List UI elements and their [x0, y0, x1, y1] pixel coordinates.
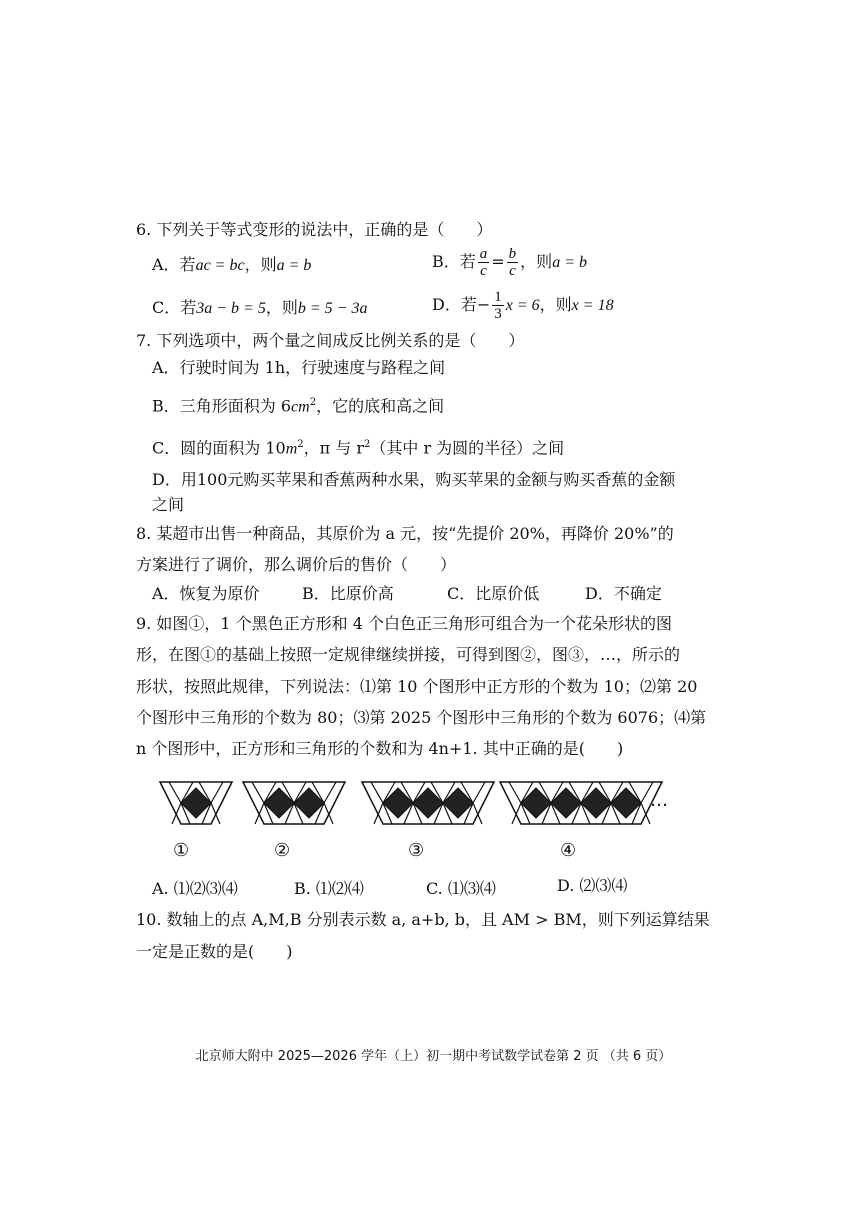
figure-2-label: ② [274, 840, 291, 861]
figure-1-label: ① [173, 840, 190, 861]
figure-4-label: ④ [560, 840, 577, 861]
q7-option-b: B．三角形面积为 $6cm^2$，它的底和高之间 [152, 396, 445, 416]
q9-stem-line3: 形状，按照此规律，下列说法：⑴第 10 个图形中正方形的个数为 10；⑵第 20 [136, 677, 698, 696]
q7-stem: 7. 下列选项中，两个量之间成反比例关系的是（ ） [136, 331, 525, 350]
q6-option-d: D．若− $\frac{1}{3}$ x = 6，则x = 18 [432, 289, 614, 322]
q8-stem-line2: 方案进行了调价，那么调价后的售价（ ） [136, 555, 457, 574]
q10-stem-line2: 一定是正数的是( ) [136, 942, 293, 961]
page-footer: 北京师大附中 2025—2026 学年（上）初一期中考试数学试卷第 2 页 （共 6 页） [195, 1049, 672, 1064]
q7-option-c: C．圆的面积为 $10m^2$，π 与 $r^2$（其中 r 为圆的半径）之间 [152, 438, 565, 458]
figure-2 [243, 782, 345, 824]
q8-option-a: A．恢复为原价 [152, 584, 260, 603]
triangle-edge [169, 782, 181, 803]
q8-option-c: C．比原价低 [447, 584, 540, 603]
triangle-edge [324, 782, 336, 803]
figure-ellipsis: … [650, 790, 668, 811]
q9-option-a: A. ⑴⑵⑶⑷ [152, 879, 238, 898]
q8-stem-line1: 8. 某超市出售一种商品，其原价为 a 元，按“先提价 20%，再降价 20%”的 [136, 524, 674, 543]
figure-1 [160, 782, 232, 824]
q8-option-d: D．不确定 [585, 584, 662, 603]
q9-option-c: C. ⑴⑶⑷ [426, 879, 496, 898]
q6-option-a: A．若ac = bc，则a = b [152, 255, 312, 274]
q9-stem-line4: 个图形中三角形的个数为 80；⑶第 2025 个图形中三角形的个数为 6076；⑷第 [136, 708, 707, 727]
triangle-edge [371, 782, 383, 803]
q6-stem: 6. 下列关于等式变形的说法中，正确的是（ ） [136, 220, 493, 239]
figure-4 [500, 782, 662, 824]
q6-option-c: C．若3a − b = 5，则b = 5 − 3a [152, 298, 368, 317]
q7-option-d-line2: 之间 [152, 495, 185, 514]
triangle-edge [509, 782, 521, 803]
q6-option-b: B．若 $\frac{a}{c}$ = $\frac{b}{c}$ ，则a = b [432, 246, 587, 279]
triangle-edge [473, 782, 485, 803]
triangle-edge [252, 782, 264, 803]
q7-option-d-line1: D．用100元购买苹果和香蕉两种水果，购买苹果的金额与购买香蕉的金额 [152, 470, 676, 489]
q7-option-a: A．行驶时间为 1h，行驶速度与路程之间 [152, 358, 446, 377]
q9-option-d: D. ⑵⑶⑷ [557, 876, 628, 895]
q9-stem-line5: n 个图形中，正方形和三角形的个数和为 4n+1. 其中正确的是( ) [136, 739, 624, 758]
q9-option-b: B. ⑴⑵⑷ [294, 879, 364, 898]
triangle-edge [211, 782, 223, 803]
q8-option-b: B．比原价高 [302, 584, 394, 603]
q9-stem-line2: 形，在图①的基础上按照一定规律继续拼接，可得到图②，图③，…，所示的 [136, 645, 681, 664]
figure-3 [362, 782, 494, 824]
figure-3-label: ③ [408, 840, 425, 861]
q9-stem-line1: 9. 如图①，1 个黑色正方形和 4 个白色正三角形可组合为一个花朵形状的图 [136, 614, 672, 633]
q10-stem-line1: 10. 数轴上的点 A,M,B 分别表示数 a, a+b, b，且 AM > BM，则下列运算结果 [136, 910, 710, 929]
